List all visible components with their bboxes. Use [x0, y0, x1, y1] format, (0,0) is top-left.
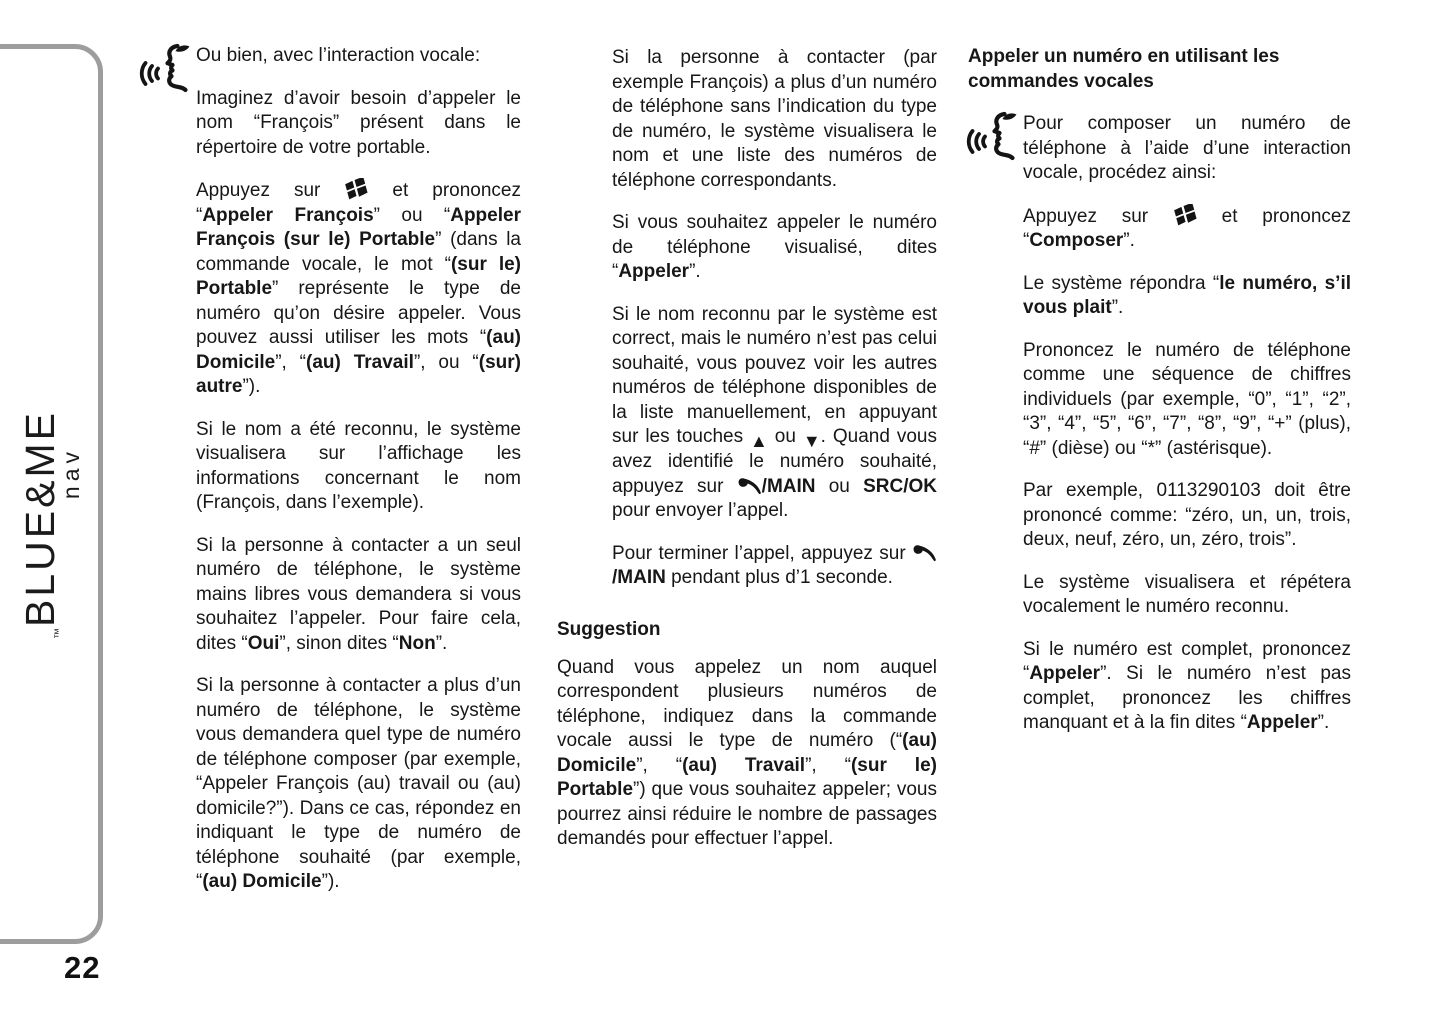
text: Suggestion	[557, 618, 661, 640]
triangle-down-icon: ▼	[802, 431, 821, 451]
windows-logo-icon	[1173, 204, 1197, 226]
windows-logo-icon	[344, 178, 368, 200]
paragraph	[612, 303, 937, 524]
bold-text: le numéro, s’il vous plait	[1023, 272, 1352, 318]
bold-text: (sur le) Portable	[196, 253, 521, 299]
text: Si la personne à contacter a un seul numéro de téléphone, le système mains libres vous demandera si vous souhaitez l’appeler. Pour faire cela, dites “	[196, 534, 521, 654]
bold-text: (au) Travail	[682, 754, 806, 776]
voice-interaction-icon	[137, 40, 192, 100]
text: pour envoyer l’appel.	[612, 500, 789, 521]
bold-text: Appeler	[1246, 712, 1318, 733]
paragraph	[1023, 638, 1351, 736]
bold-text: Oui	[247, 632, 280, 654]
bold-text: (au) Travail	[306, 351, 414, 373]
text: ” ou “	[373, 204, 451, 226]
text: ”.	[435, 632, 448, 654]
text: Le système visualisera et répétera vocalement le numéro reconnu.	[1023, 571, 1351, 617]
text: et prononcez “	[196, 180, 521, 226]
bold-text: (au) Domicile	[196, 327, 521, 373]
voice-interaction-icon	[964, 108, 1019, 168]
text: Appuyez sur	[1023, 205, 1173, 227]
text: Si la personne à contacter a plus d’un numéro de téléphone, le système vous demandera quel type de numéro de téléphone composer (par exemple, “Appeler François (au) travail ou (au) domicile?”). Dans ce cas, répondez en indiquant le type de numéro de téléphone souhaité (par exemple, “	[196, 675, 521, 892]
paragraph	[612, 46, 937, 193]
text: Ou bien, avec l’interaction vocale:	[196, 45, 481, 66]
paragraph	[196, 178, 521, 400]
text: ”, “	[275, 351, 307, 373]
text: ”, “	[805, 754, 851, 776]
bold-text: (sur) autre	[196, 351, 521, 397]
logo-subtext: nav	[58, 447, 84, 500]
text: ”, sinon dites “	[279, 632, 399, 654]
text: . Quand vous avez identifié le numéro souhaité, appuyez sur	[612, 426, 937, 497]
bold-text: (au) Domicile	[202, 871, 322, 892]
phone-handset-icon	[737, 477, 762, 496]
column-left	[141, 44, 521, 913]
paragraph	[196, 534, 521, 657]
bold-text: Appeler François	[202, 204, 374, 226]
bold-text: /MAIN	[761, 475, 816, 497]
text: ”.	[1123, 230, 1135, 251]
logo-trademark: ™	[53, 628, 65, 639]
column-right	[968, 44, 1351, 754]
bold-text: /MAIN	[612, 567, 666, 588]
paragraph	[196, 674, 521, 895]
column-middle	[557, 46, 937, 870]
text: Par exemple, 0113290103 doit être prononcé comme: “zéro, un, un, trois, deux, neuf, zéro, un, zéro, trois”.	[1023, 480, 1351, 550]
text: Pour terminer l’appel, appuyez sur	[612, 542, 912, 564]
text: ” (dans la commande vocale, le mot “	[196, 229, 521, 275]
bold-text: SRC/OK	[863, 475, 937, 497]
text: Appuyez sur	[196, 180, 345, 201]
text: ou	[767, 426, 803, 447]
text: ”. Si le numéro n’est pas complet, prononcez les chiffres manquant et à la fin dites “	[1023, 663, 1351, 733]
text: Prononcez le numéro de téléphone comme une séquence de chiffres individuels (par exemple, “0”, “1”, “2”, “3”, “4”, “5”, “6”, “7”, “8”, “9”, “+” (plus), “#” (dièse) ou “*” (astérisque).	[1023, 339, 1351, 459]
phone-handset-icon	[912, 544, 937, 563]
text: ou	[815, 475, 864, 497]
text: Quand vous appelez un nom auquel correspondent plusieurs numéros de téléphone, indiquez dans la commande vocale aussi le type de numéro (“	[557, 656, 937, 751]
text: ”.	[689, 261, 701, 282]
text: ”.	[1317, 712, 1330, 733]
blue-and-me-logo	[17, 369, 97, 639]
paragraph	[1023, 479, 1351, 553]
page-number: 22	[64, 950, 101, 985]
text: ”, ou “	[413, 351, 479, 373]
paragraph	[196, 44, 521, 69]
text: Imaginez d’avoir besoin d’appeler le nom “François” présent dans le répertoire de votre portable.	[196, 87, 521, 158]
text: Pour composer un numéro de téléphone à l’aide d’une interaction vocale, procédez ainsi:	[1023, 113, 1351, 183]
paragraph	[612, 542, 937, 591]
bold-text: Appeler	[618, 261, 690, 282]
text: ” représente le type de numéro qu’on désire appeler. Vous pouvez aussi utiliser les mots “	[196, 278, 521, 348]
paragraph	[1023, 339, 1351, 462]
bold-text: Composer	[1029, 230, 1124, 251]
text: ”, “	[636, 754, 683, 776]
paragraph	[1023, 112, 1351, 186]
text: Si le nom a été reconnu, le système visualisera sur l’affichage les informations concernant le nom (François, dans l’exemple).	[196, 418, 521, 513]
text: ”.	[1111, 297, 1124, 318]
text: Le système répondra “	[1023, 272, 1220, 294]
section-heading	[968, 44, 1351, 94]
bold-text: Appeler François (sur le) Portable	[196, 204, 521, 250]
text: ”) que vous souhaitez appeler; vous pourrez ainsi réduire le nombre de passages demandés pour effectuer l’appel.	[557, 779, 937, 849]
paragraph	[1023, 571, 1351, 620]
paragraph	[1023, 204, 1351, 254]
text: Si le numéro est complet, prononcez “	[1023, 638, 1351, 684]
text: Si le nom reconnu par le système est correct, mais le numéro n’est pas celui souhaité, vous pouvez voir les autres numéros de téléphone disponibles de la liste manuellement, en appuyant sur les touches	[612, 303, 937, 447]
paragraph	[557, 656, 937, 852]
paragraph	[612, 211, 937, 285]
text: et prononcez “	[1023, 205, 1351, 251]
text: Appeler un numéro en utilisant les commandes vocales	[968, 46, 1280, 92]
text: ”).	[242, 376, 261, 397]
paragraph	[196, 87, 521, 161]
paragraph	[1023, 272, 1351, 321]
bold-text: (sur le) Portable	[557, 754, 937, 800]
bold-text: (au) Domicile	[557, 730, 937, 776]
paragraph	[196, 418, 521, 516]
text: Si vous souhaitez appeler le numéro de téléphone visualisé, dites “	[612, 212, 937, 282]
section-heading	[557, 617, 937, 642]
text: pendant plus d’1 seconde.	[665, 567, 893, 588]
triangle-up-icon: ▲	[750, 431, 768, 451]
text: ”).	[321, 871, 340, 892]
text: Si la personne à contacter (par exemple François) a plus d’un numéro de téléphone sans l’indication du type de numéro, le système visualisera le nom et une liste des numéros de téléphone correspondants.	[612, 47, 937, 191]
bold-text: Appeler	[1029, 663, 1101, 684]
logo-text	[17, 369, 65, 639]
logo-main-text: BLUE&ME	[17, 410, 63, 627]
sidebar-tab	[0, 44, 103, 944]
bold-text: Non	[398, 632, 436, 654]
